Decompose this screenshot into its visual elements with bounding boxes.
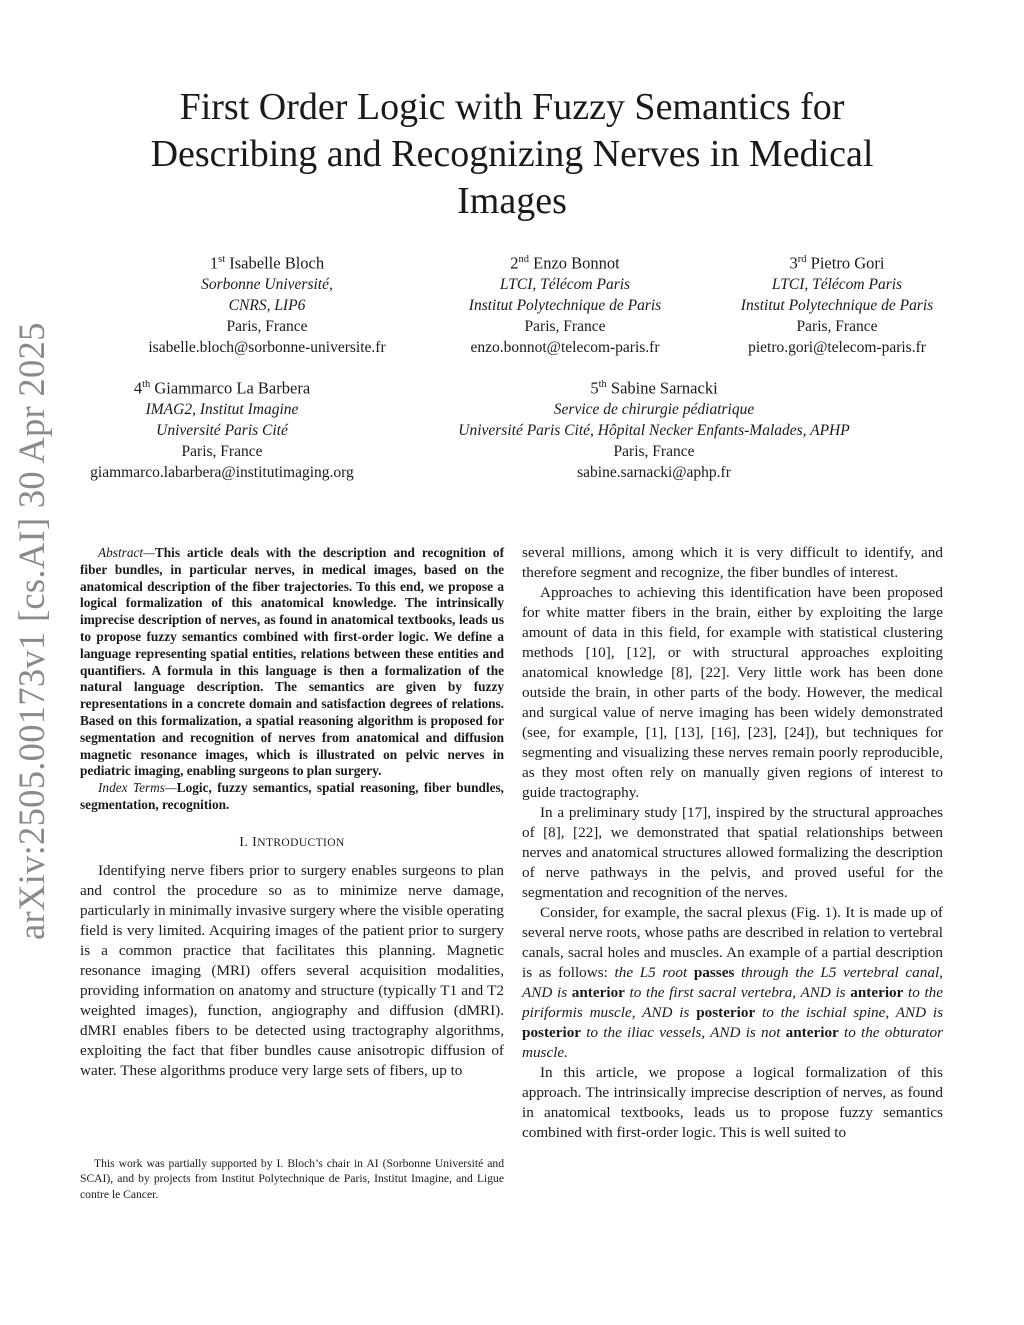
abstract-label: Abstract— bbox=[98, 545, 155, 560]
author-block-2 bbox=[415, 249, 715, 358]
author-email: enzo.bonnot@telecom-paris.fr bbox=[470, 338, 660, 356]
author-affiliation: Institut Polytechnique de Paris bbox=[740, 296, 934, 314]
author-affiliation: Université Paris Cité bbox=[156, 421, 288, 439]
author-block-4 bbox=[62, 374, 382, 483]
body-paragraph: In a preliminary study [17], inspired by the structural approaches of [8], [22], we demonstrated that spatial relationships between nerves and anatomical structures allowed formalizing the description of nerve pathways in the pelvis, and proved useful for the segmentation and recognition of the nerves. bbox=[522, 804, 943, 901]
author-affiliation: LTCI, Télécom Paris bbox=[499, 275, 631, 293]
author-email: sabine.sarnacki@aphp.fr bbox=[577, 463, 731, 481]
author-city: Paris, France bbox=[796, 317, 878, 335]
author-affiliation: Université Paris Cité, Hôpital Necker Enfants-Malades, APHP bbox=[458, 421, 850, 439]
author-email: giammarco.labarbera@institutimaging.org bbox=[90, 463, 354, 481]
abstract bbox=[80, 545, 504, 814]
author-affiliation: IMAG2, Institut Imagine bbox=[145, 400, 299, 418]
index-terms-text: Logic, fuzzy semantics, spatial reasoning, fiber bundles, segmentation, recognition. bbox=[80, 780, 504, 812]
author-city: Paris, France bbox=[524, 317, 606, 335]
title-line: Describing and Recognizing Nerves in Medical bbox=[150, 133, 874, 175]
author-name: 5th Sabine Sarnacki bbox=[590, 378, 718, 398]
arxiv-identifier: arXiv:2505.00173v1 [cs.AI] 30 Apr 2025 bbox=[11, 322, 52, 940]
author-name: 4th Giammarco La Barbera bbox=[133, 378, 311, 398]
author-email: pietro.gori@telecom-paris.fr bbox=[748, 338, 926, 356]
author-name: 2nd Enzo Bonnot bbox=[510, 253, 620, 273]
index-terms-label: Index Terms— bbox=[98, 780, 177, 796]
title-line: First Order Logic with Fuzzy Semantics for bbox=[179, 86, 845, 128]
author-city: Paris, France bbox=[181, 442, 263, 460]
body-paragraph: Approaches to achieving this identification have been proposed for white matter fibers in the brain, either by exploiting the large amount of data in this field, for example with statistical clustering methods [10], [12], or with structural approaches exploiting anatomical knowledge [8], [22]. Very little work has been done outside the brain, in other parts of the body. However, the medical and surgical value of nerve imaging has been widely demonstrated (see, for example, [1], [13], [16], [23], [24]), but techniques for segmenting and visualizing these nerves remain poorly reproducible, as they most often rely on manually given regions of interest to guide tractography. bbox=[522, 584, 943, 801]
author-city: Paris, France bbox=[226, 317, 308, 335]
paper-title bbox=[100, 84, 924, 225]
author-block-5 bbox=[404, 374, 904, 483]
author-affiliation: Service de chirurgie pédiatrique bbox=[553, 400, 755, 418]
body-paragraph: Identifying nerve fibers prior to surgery enables surgeons to plan and control the procedure so as to minimize nerve damage, particularly in minimally invasive surgery where the visible operating field is very limited. Acquiring images of the patient prior to surgery is a common practice that facilitates this planning. Magnetic resonance imaging (MRI) offers several acquisition modalities, providing information on anatomy and structure (typically T1 and T2 weighted images), function, angiography and diffusion (dMRI). dMRI enables fibers to be detected using tractography algorithms, exploiting the fact that fiber bundles cause anisotropic diffusion of water. These algorithms produce very large sets of fibers, up to bbox=[80, 861, 505, 1079]
author-name: 3rd Pietro Gori bbox=[789, 253, 885, 273]
body-paragraph: several millions, among which it is very difficult to identify, and therefore segment and recognize, the fiber bundles of interest. bbox=[522, 544, 943, 581]
author-affiliation: Institut Polytechnique de Paris bbox=[468, 296, 662, 314]
author-block-1 bbox=[117, 249, 417, 358]
author-affiliation: LTCI, Télécom Paris bbox=[771, 275, 903, 293]
author-affiliation: CNRS, LIP6 bbox=[228, 296, 306, 314]
author-email: isabelle.bloch@sorbonne-universite.fr bbox=[148, 338, 386, 356]
body-paragraph: Consider, for example, the sacral plexus (Fig. 1). It is made up of several nerve roots, whose paths are described in relation to vertebral canals, sacral holes and muscles. An example of a partial description is as follows: the L5 root passes through the L5 vertebral canal, AND is anterior to the first sacral vertebra, AND is anterior to the piriformis muscle, AND is posterior to the ischial spine, AND is posterior to the iliac vessels, AND is not anterior to the obturator muscle. bbox=[522, 904, 944, 1061]
author-name: 1st Isabelle Bloch bbox=[209, 253, 325, 273]
left-column bbox=[80, 545, 504, 1081]
author-block-3 bbox=[687, 249, 987, 358]
author-affiliation: Sorbonne Université, bbox=[201, 275, 333, 293]
abstract-text: This article deals with the description and recognition of fiber bundles, in particular nerves, in medical images, based on the anatomical description of the fiber trajectories. To this end, we propose a logical formalization of this anatomical knowledge. The intrinsically imprecise description of nerves, as found in anatomical textbooks, leads us to propose fuzzy semantics combined with first-order logic. We define a language representing spatial entities, relations between these entities and quantifiers. A formula in this language is then a formalization of the natural language description. The semantics are given by fuzzy representations in a concrete domain and satisfaction degrees of relations. Based on this formalization, a spatial reasoning algorithm is proposed for segmentation and recognition of nerves from anatomical and diffusion magnetic resonance images, which is illustrated on pelvic nerves in pediatric imaging, enabling surgeons to plan surgery. bbox=[80, 545, 504, 779]
section-heading-introduction: I. INTRODUCTION bbox=[239, 834, 345, 850]
body-paragraph: In this article, we propose a logical formalization of this approach. The intrinsically imprecise description of nerves, as found in anatomical textbooks, leads us to propose fuzzy semantics combined with first-order logic. This is well suited to bbox=[522, 1064, 943, 1141]
right-column bbox=[522, 543, 943, 1143]
footnote: This work was partially supported by I. Bloch’s chair in AI (Sorbonne Université and SCAI), and by projects from Institut Polytechnique de Paris, Institut Imagine, and Ligue contre le Cancer. bbox=[80, 1157, 504, 1201]
author-city: Paris, France bbox=[613, 442, 695, 460]
title-line: Images bbox=[457, 180, 567, 222]
